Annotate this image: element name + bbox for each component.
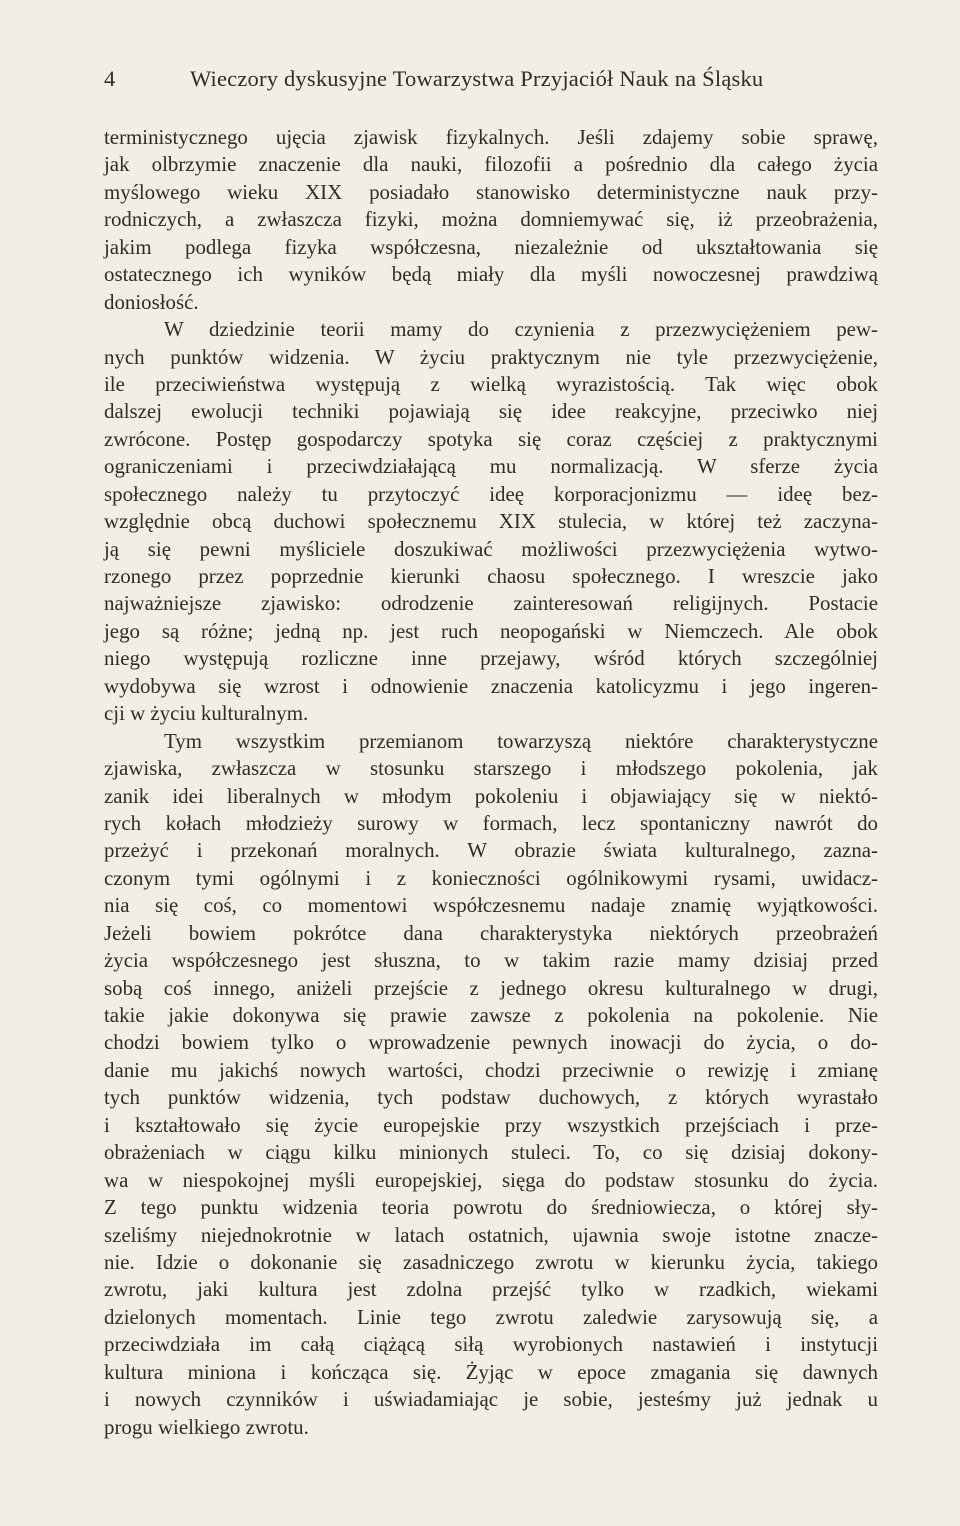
text-line: czonym tymi ogólnymi i z konieczności ogólnikowymi rysami, uwidacz- xyxy=(104,865,878,890)
text-line: ostatecznego ich wyników będą miały dla myśli nowoczesnej prawdziwą xyxy=(104,262,878,287)
text-line: rodniczych, a zwłaszcza fizyki, można domniemywać się, iż przeobrażenia, xyxy=(104,207,878,232)
text-line: jak olbrzymie znaczenie dla nauki, filozofii a pośrednio dla całego życia xyxy=(104,152,878,177)
page-number: 4 xyxy=(104,66,116,91)
text-line: ją się pewni myśliciele doszukiwać możliwości przezwyciężenia wytwo- xyxy=(104,536,878,561)
text-line: i kształtowało się życie europejskie przy wszystkich przejściach i prze- xyxy=(104,1112,878,1137)
text-line: przeciwdziała im całą ciążącą siłą wyrobionych nastawień i instytucji xyxy=(104,1332,878,1357)
text-line: wydobywa się wzrost i odnowienie znaczenia katolicyzmu i jego ingeren- xyxy=(104,673,878,698)
text-line: dzielonych momentach. Linie tego zwrotu zaledwie zarysowują się, a xyxy=(104,1304,878,1329)
text-line: najważniejsze zjawisko: odrodzenie zainteresowań religijnych. Postacie xyxy=(104,591,878,616)
text-line: cji w życiu kulturalnym. xyxy=(104,701,309,726)
text-line: doniosłość. xyxy=(104,289,199,314)
text-line: społecznego należy tu przytoczyć ideę korporacjonizmu — ideę bez- xyxy=(104,481,878,506)
text-line: zanik idei liberalnych w młodym pokoleniu i objawiający się w niektó- xyxy=(104,783,878,808)
running-title: Wieczory dyskusyjne Towarzystwa Przyjaciół Nauk na Śląsku xyxy=(190,66,764,91)
text-line: Tym wszystkim przemianom towarzyszą niektóre charakterystyczne xyxy=(164,728,878,753)
text-line: zjawiska, zwłaszcza w stosunku starszego i młodszego pokolenia, jak xyxy=(104,756,878,781)
text-line: ograniczeniami i przeciwdziałającą mu normalizacją. W sferze życia xyxy=(104,454,878,479)
text-line: szeliśmy niejednokrotnie w latach ostatnich, ujawnia swoje istotne znacze- xyxy=(104,1222,878,1247)
text-line: zwrócone. Postęp gospodarczy spotyka się coraz częściej z praktycznymi xyxy=(104,426,878,451)
running-head xyxy=(104,62,880,96)
text-line: jakim podlega fizyka współczesna, niezależnie od ukształtowania się xyxy=(104,234,878,259)
text-line: wa w niespokojnej myśli europejskiej, sięga do podstaw stosunku do życia. xyxy=(104,1167,878,1192)
text-line: myślowego wieku XIX posiadało stanowisko deterministyczne nauk przy- xyxy=(104,179,878,204)
text-line: W dziedzinie teorii mamy do czynienia z przezwyciężeniem pew- xyxy=(164,317,878,342)
text-line: sobą coś innego, aniżeli przejście z jednego okresu kulturalnego w drugi, xyxy=(104,975,878,1000)
text-line: i nowych czynników i uświadamiając je sobie, jesteśmy już jednak u xyxy=(104,1387,878,1412)
text-line: progu wielkiego zwrotu. xyxy=(104,1414,309,1439)
text-line: rych kołach młodzieży surowy w formach, lecz spontaniczny nawrót do xyxy=(104,810,878,835)
text-line: danie mu jakichś nowych wartości, chodzi przeciwnie o rewizję i zmianę xyxy=(104,1057,878,1082)
text-line: obrażeniach w ciągu kilku minionych stuleci. To, co się dzisiaj dokony- xyxy=(104,1140,878,1165)
text-line: ile przeciwieństwa występują z wielką wyrazistością. Tak więc obok xyxy=(104,371,878,396)
text-line: tych punktów widzenia, tych podstaw duchowych, z których wyrastało xyxy=(104,1085,878,1110)
text-line: rzonego przez poprzednie kierunki chaosu społecznego. I wreszcie jako xyxy=(104,564,878,588)
text-line: przeżyć i przekonań moralnych. W obrazie świata kulturalnego, zazna- xyxy=(104,838,878,863)
text-line: życia współczesnego jest słuszna, to w takim razie mamy dzisiaj przed xyxy=(104,948,878,973)
text-line: chodzi bowiem tylko o wprowadzenie pewnych inowacji do życia, o do- xyxy=(104,1030,878,1055)
text-line: jego są różne; jedną np. jest ruch neopogański w Niemczech. Ale obok xyxy=(104,618,878,643)
text-line: takie jakie dokonywa się prawie zawsze z pokolenia na pokolenie. Nie xyxy=(104,1003,878,1027)
text-line: nia się coś, co momentowi współczesnemu nadaje znamię wyjątkowości. xyxy=(104,893,878,918)
text-line: zwrotu, jaki kultura jest zdolna przejść tylko w rzadkich, wiekami xyxy=(104,1277,878,1302)
text-line: względnie obcą duchowi społecznemu XIX stulecia, w której też zaczyna- xyxy=(104,509,878,534)
text-line: Z tego punktu widzenia teoria powrotu do średniowiecza, o której sły- xyxy=(104,1195,878,1220)
text-line: nych punktów widzenia. W życiu praktycznym nie tyle przezwyciężenie, xyxy=(104,344,878,369)
text-line: nie. Idzie o dokonanie się zasadniczego zwrotu w kierunku życia, takiego xyxy=(104,1249,878,1274)
text-line: dalszej ewolucji techniki pojawiają się idee reakcyjne, przeciwko niej xyxy=(104,399,878,424)
body-text xyxy=(104,124,878,1441)
text-line: kultura miniona i kończąca się. Żyjąc w epoce zmagania się dawnych xyxy=(104,1359,878,1384)
text-line: Jeżeli bowiem pokrótce dana charakterystyka niektórych przeobrażeń xyxy=(104,920,878,945)
text-line: niego występują rozliczne inne przejawy, wśród których szczególniej xyxy=(104,646,878,671)
text-line: terministycznego ujęcia zjawisk fizykalnych. Jeśli zdajemy sobie sprawę, xyxy=(104,125,878,149)
